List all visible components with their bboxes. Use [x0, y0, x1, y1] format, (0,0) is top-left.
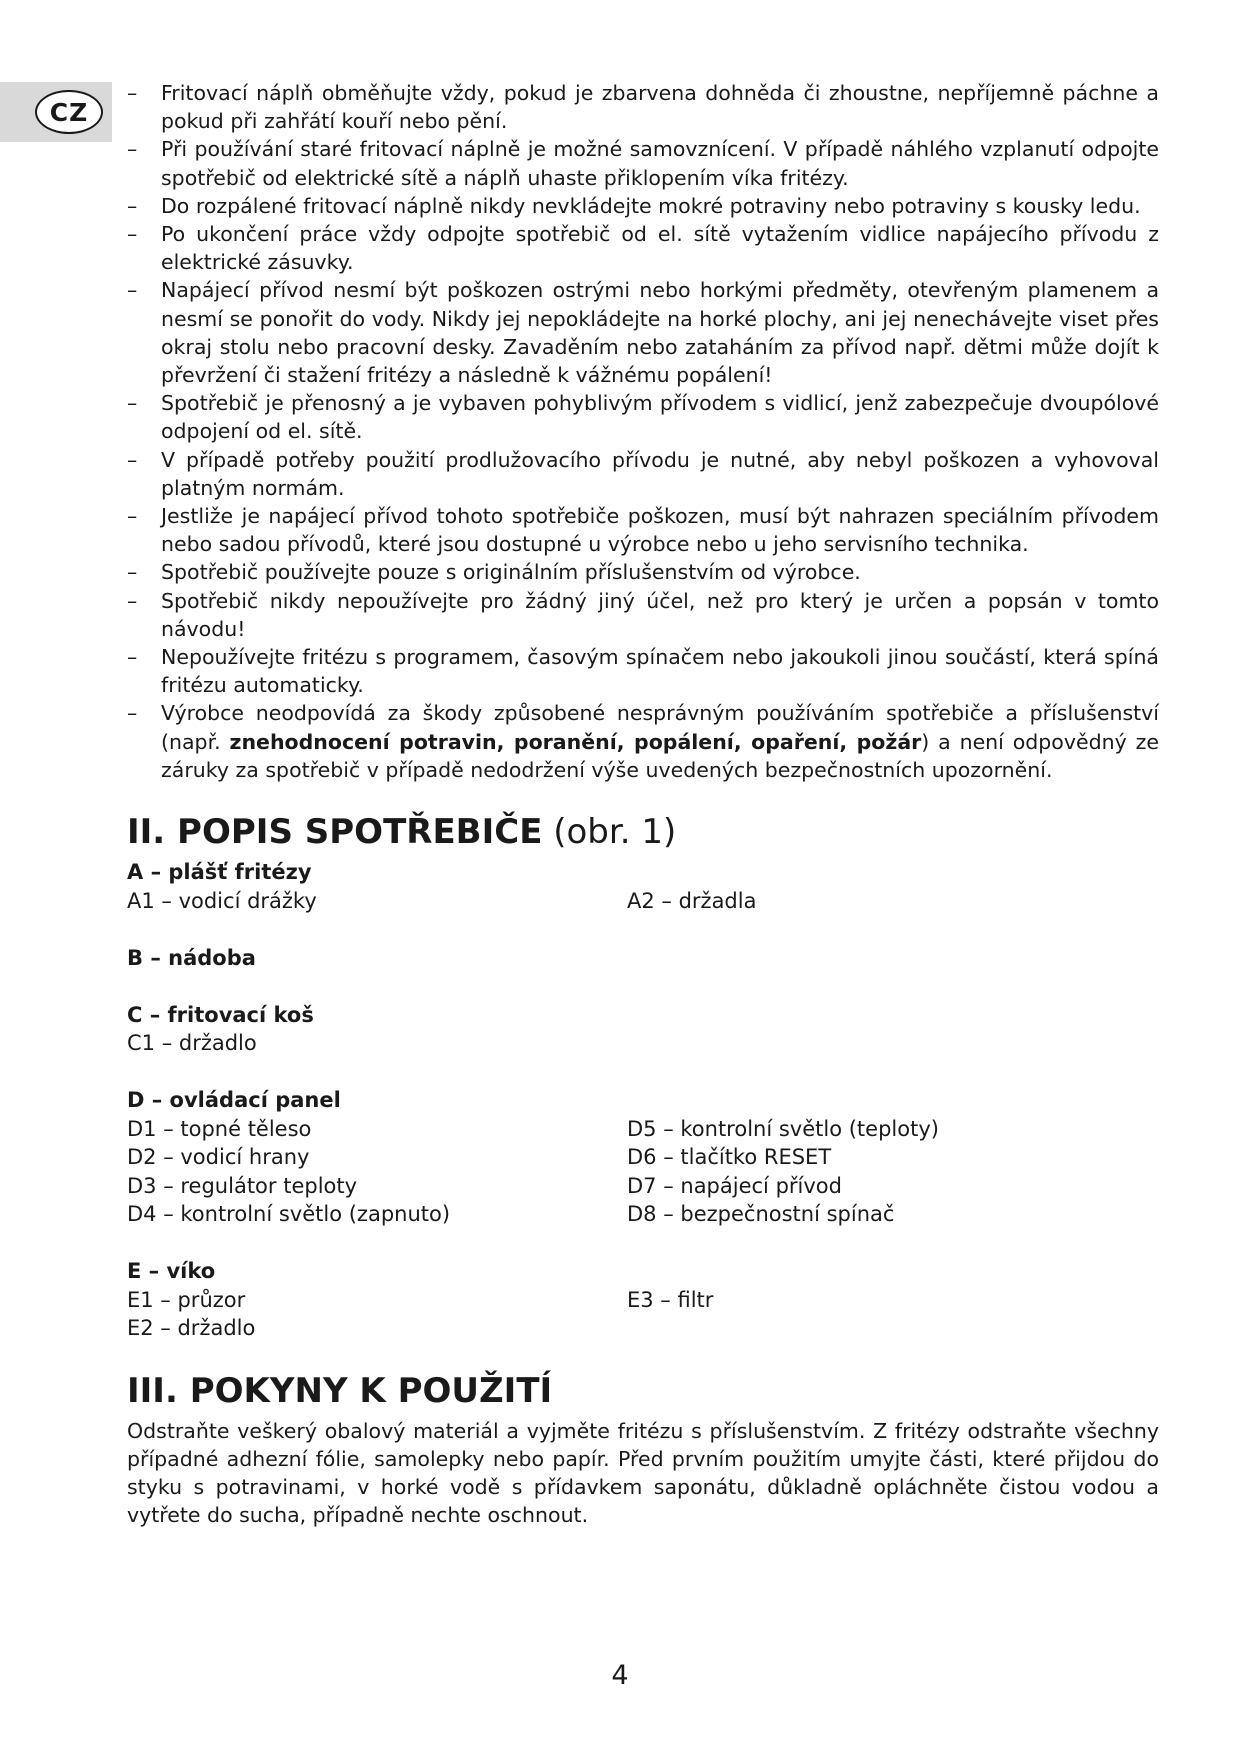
list-item: – Jestliže je napájecí přívod tohoto spotřebiče poškozen, musí být nahrazen speciálním přívodem nebo sadou přívodů, které jsou dostupné u výrobce nebo u jeho servisního technika. — [127, 502, 1159, 558]
list-bold-text: znehodnocení potravin, poranění, popálení, opaření, požár — [229, 729, 922, 754]
language-badge: CZ — [35, 90, 103, 134]
part-d4: D4 – kontrolní světlo (zapnuto) — [127, 1202, 451, 1227]
section-heading-usage: III. POKYNY K POUŽITÍ — [127, 1370, 553, 1411]
usage-paragraph: Odstraňte veškerý obalový materiál a vyjměte fritézu s příslušenstvím. Z fritézy odstraňte všechny případné adhezní fólie, samolepky nebo papír. Před prvním použitím umyjte části, které přijdou do styku s potravinami, v horké vodě s přídavkem saponátu, důkladně opláchněte čistou vodou a vytřete do sucha, případně nechte oschnout. — [127, 1418, 1159, 1528]
section-title-suffix: (obr. 1) — [542, 812, 677, 853]
part-e3: E3 – filtr — [627, 1287, 714, 1312]
page-number: 4 — [611, 1660, 629, 1691]
parts-row — [127, 1200, 1159, 1229]
list-item: – Napájecí přívod nesmí být poškozen ostrými nebo horkými předměty, otevřeným plamenem a nesmí se ponořit do vody. Nikdy jej nepokládejte na horké plochy, ani jej nenechávejte viset přes okraj stolu nebo pracovní desky. Zavaděním nebo zataháním za přívod např. dětmi může dojít k převržení či stažení fritézy a následně k vážnému popálení! — [127, 276, 1159, 389]
parts-row — [127, 1143, 1159, 1172]
part-d6: D6 – tlačítko RESET — [627, 1145, 832, 1170]
parts-row — [127, 1115, 1159, 1144]
group-title-e: E – víko — [127, 1259, 216, 1284]
part-d5: D5 – kontrolní světlo (teploty) — [627, 1116, 939, 1141]
parts-row — [127, 1029, 1159, 1058]
list-item: – Nepoužívejte fritézu s programem, časovým spínačem nebo jakoukoli jinou součástí, která spíná fritézu automaticky. — [127, 643, 1159, 699]
list-text: ) a není odpovědný ze záruky za spotřebič v případě nedodržení výše uvedených bezpečnostních upozornění. — [161, 729, 1159, 782]
group-title-b: B – nádoba — [127, 945, 256, 970]
parts-row — [127, 1286, 1159, 1315]
parts-row — [127, 887, 1159, 916]
parts-row — [127, 1314, 1159, 1343]
part-d3: D3 – regulátor teploty — [127, 1173, 358, 1198]
section-heading-description — [127, 810, 1159, 854]
list-item: – Fritovací náplň obměňujte vždy, pokud je zbarvena dohněda či zhoustne, nepříjemně páchne a pokud při zahřátí kouří nebo pění. — [127, 79, 1159, 135]
part-a1: A1 – vodicí drážky — [127, 888, 317, 913]
group-title-c: C – fritovací koš — [127, 1002, 314, 1027]
safety-list — [127, 79, 1159, 784]
list-item: – V případě potřeby použití prodlužovacího přívodu je nutné, aby nebyl poškozen a vyhovoval platným normám. — [127, 446, 1159, 502]
group-title-d: D – ovládací panel — [127, 1088, 341, 1113]
page-content — [127, 79, 1159, 1529]
part-d8: D8 – bezpečnostní spínač — [627, 1202, 895, 1227]
section-title: II. POPIS SPOTŘEBIČE — [127, 812, 543, 853]
list-item: – Spotřebič používejte pouze s originálním příslušenstvím od výrobce. — [127, 558, 1159, 586]
list-item: – Spotřebič nikdy nepoužívejte pro žádný jiný účel, než pro který je určen a popsán v tomto návodu! — [127, 587, 1159, 643]
list-item: – Spotřebič je přenosný a je vybaven pohyblivým přívodem s vidlicí, jenž zabezpečuje dvoupólové odpojení od el. sítě. — [127, 389, 1159, 445]
part-e2: E2 – držadlo — [127, 1316, 256, 1341]
list-item-last — [127, 699, 1159, 784]
part-d1: D1 – topné těleso — [127, 1116, 312, 1141]
part-d2: D2 – vodicí hrany — [127, 1145, 310, 1170]
part-c1: C1 – držadlo — [127, 1031, 257, 1056]
group-title-a: A – plášť fritézy — [127, 860, 312, 885]
list-item: – Do rozpálené fritovací náplně nikdy nevkládejte mokré potraviny nebo potraviny s kousky ledu. — [127, 192, 1159, 220]
list-item: – Při používání staré fritovací náplně je možné samovznícení. V případě náhlého vzplanutí odpojte spotřebič od elektrické sítě a náplň uhaste přiklopením víka fritézy. — [127, 135, 1159, 191]
part-e1: E1 – průzor — [127, 1287, 246, 1312]
part-d7: D7 – napájecí přívod — [627, 1173, 842, 1198]
list-item: – Po ukončení práce vždy odpojte spotřebič od el. sítě vytažením vidlice napájecího přívodu z elektrické zásuvky. — [127, 220, 1159, 276]
parts-row — [127, 1172, 1159, 1201]
list-text: Výrobce neodpovídá za škody způsobené nesprávným používáním spotřebiče a příslušenství (např. — [161, 701, 1159, 754]
part-a2: A2 – držadla — [627, 888, 757, 913]
